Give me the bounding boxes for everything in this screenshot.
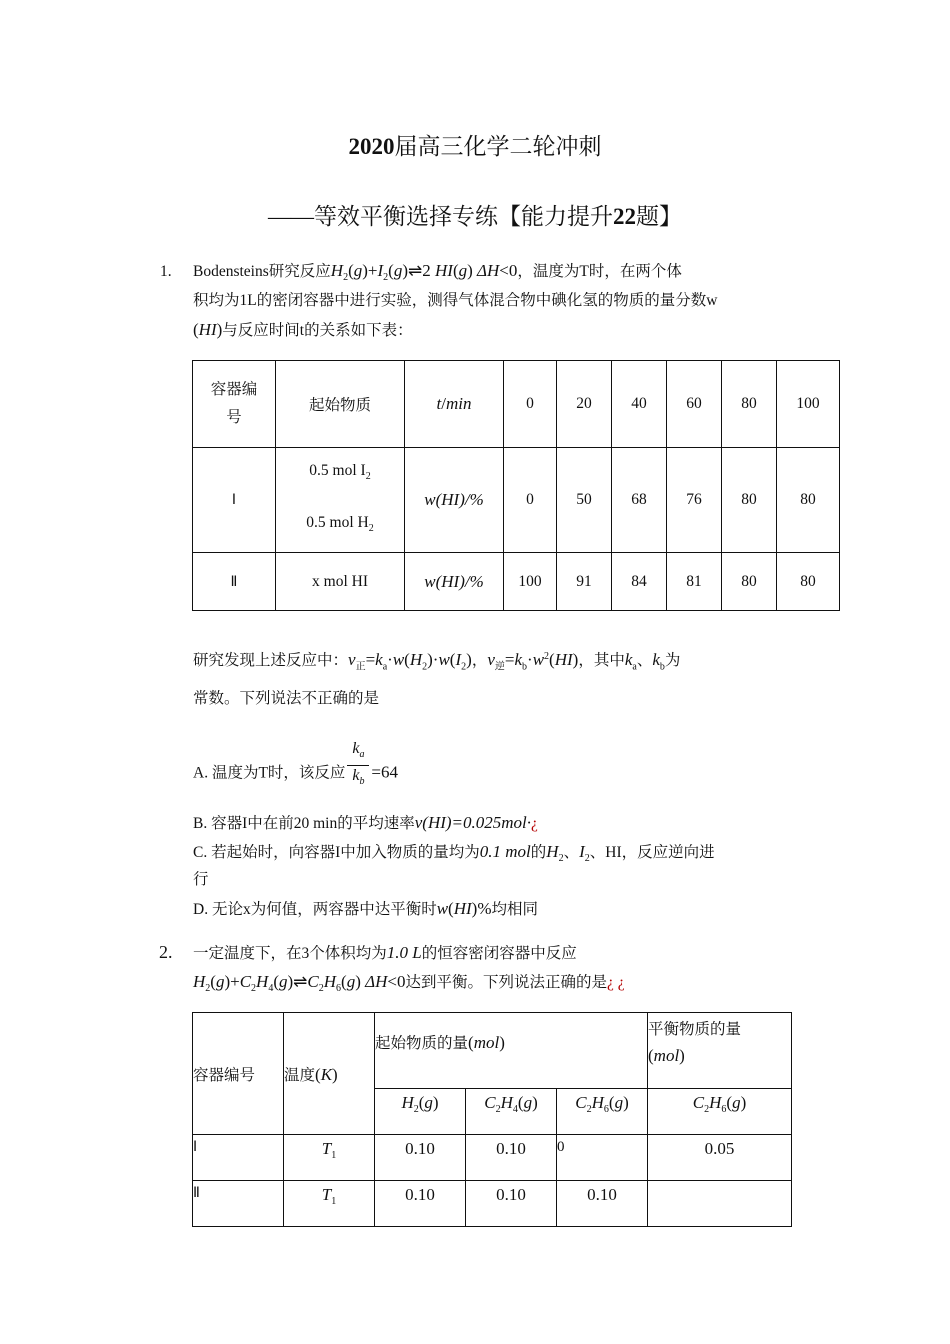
q1-th-time: t/min bbox=[405, 361, 504, 448]
q2-row1-c2h6: 0 bbox=[557, 1135, 648, 1181]
q1-row2-v100: 80 bbox=[777, 553, 840, 611]
q1-row1-var: w(HI)/% bbox=[405, 448, 504, 553]
q1-option-b: B. 容器I中在前20 min的平均速率v(HI)=0.025mol·¿ bbox=[193, 813, 538, 832]
q2-number: 2. bbox=[159, 942, 173, 962]
q1-row1-v100: 80 bbox=[777, 448, 840, 553]
q1-row2-v40: 84 bbox=[612, 553, 667, 611]
q1-th-t20: 20 bbox=[557, 361, 612, 448]
q1-rate-line2: 常数。下列说法不正确的是 bbox=[193, 690, 380, 707]
page-title bbox=[0, 128, 950, 161]
q2-row1-temp: $T_1$ bbox=[284, 1135, 375, 1181]
q1-th-start: 起始物质 bbox=[276, 361, 405, 448]
q2-th-h2: $H_2(g)$ bbox=[375, 1089, 466, 1135]
q1-rate-line: 研究发现上述反应中：$v_正=k_a\cdot w(H_2)\cdot w(I_2)$，$v_逆=k_b\cdot w^2(HI)$，其中$k_a$、$k_b$为 bbox=[193, 650, 681, 673]
q1-option-a: A. 温度为T时，该反应 $\frac{k_a}{k_b}$ =64 bbox=[193, 740, 399, 788]
q2-th-c2h4: $C_2H_4(g)$ bbox=[466, 1089, 557, 1135]
q2-row2-eq bbox=[648, 1181, 792, 1227]
q2-row2-h2: 0.10 bbox=[375, 1181, 466, 1227]
q1-th-t80: 80 bbox=[722, 361, 777, 448]
q1-row2-v0: 100 bbox=[504, 553, 557, 611]
q1-row1-v0: 0 bbox=[504, 448, 557, 553]
q1-option-c-line2: 行 bbox=[193, 871, 209, 888]
q2-line2: $H_2(g)+C_2H_4(g)\rightleftharpoons C_2H_6(g)$ ΔH<0达到平衡。下列说法正确的是¿ ¿ bbox=[193, 972, 625, 995]
title-text: 届高三化学二轮冲刺 bbox=[394, 134, 602, 159]
q1-row1-v40: 68 bbox=[612, 448, 667, 553]
q2-row2-label: Ⅱ bbox=[193, 1181, 284, 1227]
q2-th-temp: 温度(K) bbox=[284, 1013, 375, 1135]
q1-table bbox=[192, 360, 840, 611]
q1-th-t60: 60 bbox=[667, 361, 722, 448]
q2-th-c2h6: $C_2H_6(g)$ bbox=[557, 1089, 648, 1135]
q1-row1-label: Ⅰ bbox=[193, 448, 276, 553]
q1-th-container: 容器编号 bbox=[193, 361, 276, 448]
q1-number: 1. bbox=[160, 263, 172, 280]
page-subtitle: ——等效平衡选择专练【能力提升22题】 bbox=[268, 204, 682, 229]
q2-th-eq-c2h6: $C_2H_6(g)$ bbox=[648, 1089, 792, 1135]
q1-line3: (HI)与反应时间t的关系如下表： bbox=[193, 320, 413, 339]
q1-intro: Bodensteins研究反应$H_2(g)+I_2(g)\rightleftharpoons 2$ HI(g) ΔH<0，温度为T时，在两个体 bbox=[193, 261, 682, 284]
q2-th-container: 容器编号 bbox=[193, 1013, 284, 1135]
q2-row1-c2h4: 0.10 bbox=[466, 1135, 557, 1181]
q1-row2-v20: 91 bbox=[557, 553, 612, 611]
q1-row1-v60: 76 bbox=[667, 448, 722, 553]
q1-row1-v20: 50 bbox=[557, 448, 612, 553]
q2-row2-c2h4: 0.10 bbox=[466, 1181, 557, 1227]
q2-row1-h2: 0.10 bbox=[375, 1135, 466, 1181]
q1-row2-start: x mol HI bbox=[276, 553, 405, 611]
q1-line2: 积均为1L的密闭容器中进行实验，测得气体混合物中碘化氢的物质的量分数w bbox=[193, 292, 718, 309]
q2-line1: 一定温度下，在3个体积均为1.0 L的恒容密闭容器中反应 bbox=[193, 943, 577, 962]
q1-option-c: C. 若起始时，向容器I中加入物质的量均为0.1 mol的$H_2$、$I_2$、HI，反应逆向进 bbox=[193, 842, 715, 865]
q1-th-t100: 100 bbox=[777, 361, 840, 448]
q2-row2-c2h6: 0.10 bbox=[557, 1181, 648, 1227]
q2-table bbox=[192, 1012, 792, 1227]
q1-row2-v60: 81 bbox=[667, 553, 722, 611]
q1-row2-v80: 80 bbox=[722, 553, 777, 611]
q2-row1-eq: 0.05 bbox=[648, 1135, 792, 1181]
q1-row1-v80: 80 bbox=[722, 448, 777, 553]
q2-row2-temp: $T_1$ bbox=[284, 1181, 375, 1227]
q2-th-start: 起始物质的量(mol) bbox=[375, 1013, 648, 1089]
q2-row1-label: Ⅰ bbox=[193, 1135, 284, 1181]
title-year: 2020 bbox=[348, 134, 395, 159]
q1-th-t0: 0 bbox=[504, 361, 557, 448]
q1-row1-start: 0.5 mol $I_2$ 0.5 mol $H_2$ bbox=[276, 448, 405, 553]
q1-row2-label: Ⅱ bbox=[193, 553, 276, 611]
q2-th-eq: 平衡物质的量 (mol) bbox=[648, 1013, 792, 1089]
q1-th-t40: 40 bbox=[612, 361, 667, 448]
q1-row2-var: w(HI)/% bbox=[405, 553, 504, 611]
q1-option-d: D. 无论x为何值，两容器中达平衡时w(HI)%均相同 bbox=[193, 899, 539, 918]
